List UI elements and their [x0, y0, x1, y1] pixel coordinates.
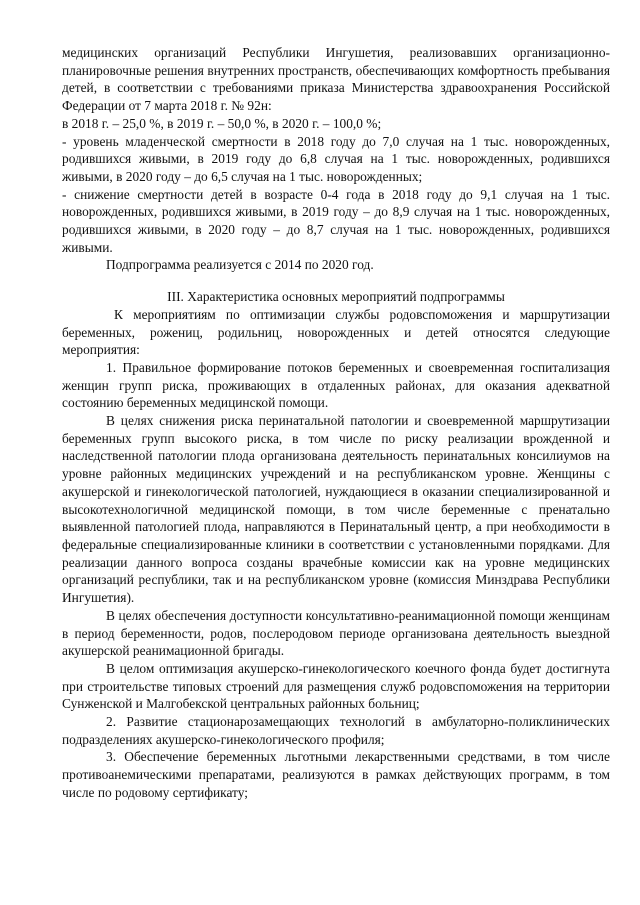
- paragraph-child-mortality: - снижение смертности детей в возрасте 0-4 года в 2018 году до 9,1 случая на 1 тыс. новорожденных, родившихся живыми, в 2019 году – до 8,9 случая на 1 тыс. новорожденных, родившихся живыми, в 2020 году – до 8,7 случая на 1 тыс. новорожденных, родившихся живыми.: [62, 186, 610, 255]
- paragraph-period: Подпрограмма реализуется с 2014 по 2020 год.: [106, 257, 374, 273]
- paragraph-bed-fund: В целом оптимизация акушерско-гинекологического коечного фонда будет достигнута при строительстве типовых строений для размещения служб родовспоможения на территории Сунженской и Малгобекской центральных районных больниц;: [62, 660, 610, 712]
- document-body: [62, 44, 610, 802]
- paragraph-continuation: медицинских организаций Республики Ингушетия, реализовавших организационно-планировочные решения внутренних пространств, обеспечивающих комфортность пребывания детей, в соответствии с требованиями приказа Министерства здравоохранения Российской Федерации от 7 марта 2018 г. № 92н:: [62, 45, 610, 114]
- paragraph-infant-mortality: - уровень младенческой смертности в 2018 году до 7,0 случая на 1 тыс. новорожденных, родившихся живыми, в 2019 году до 6,8 случая на 1 тыс. новорожденных, родившихся живыми, в 2020 году – до 6,5 случая на 1 тыс. новорожденных;: [62, 133, 610, 184]
- paragraph-perinatal: В целях снижения риска перинатальной патологии и своевременной маршрутизации беременных групп высокого риска, в том числе по риску реализации врожденной и наследственной патологии плода организована деятельность перинатальных консилиумов на уровне районных медицинских учреждений и на республиканском уровне. Женщины с акушерской и гинекологической патологией, нуждающиеся в оказании специализированной и высокотехнологичной медицинской помощи, в том числе беременные с пренатально выявленной патологией плода, направляются в Перинатальный центр, а при необходимости в федеральные специализированные клиники в соответствии с установленными порядками. Для реализации данного вопроса созданы врачебные комиссии как на уровне медицинских организаций республики, так и на республиканском уровне (комиссия Минздрава Республики Ингушетия).: [62, 413, 610, 606]
- paragraph-percentages: в 2018 г. – 25,0 %, в 2019 г. – 50,0 %, в 2020 г. – 100,0 %;: [62, 115, 382, 131]
- paragraph-measure-1: 1. Правильное формирование потоков беременных и своевременная госпитализация женщин групп риска, проживающих в отдаленных районах, для оказания адекватной состоянию беременных медицинской помощи.: [62, 359, 610, 411]
- paragraph-measure-2: 2. Развитие стационарозамещающих технологий в амбулаторно-поликлинических подразделениях акушерско-гинекологического профиля;: [62, 714, 610, 747]
- paragraph-measure-3: 3. Обеспечение беременных льготными лекарственными средствами, в том числе противоанемическими препаратами, реализуются в рамках действующих программ, в том числе по родовому сертификату;: [62, 749, 610, 800]
- paragraph-reanimation: В целях обеспечения доступности консультативно-реанимационной помощи женщинам в период беременности, родов, послеродовом периоде организована деятельность выездной акушерской реанимационной бригады.: [62, 607, 610, 659]
- paragraph-measures-intro: К мероприятиям по оптимизации службы родовспоможения и маршрутизации беременных, рожениц, родильниц, новорожденных и детей относятся следующие мероприятия:: [62, 306, 610, 358]
- section-heading: III. Характеристика основных мероприятий подпрограммы: [167, 289, 505, 305]
